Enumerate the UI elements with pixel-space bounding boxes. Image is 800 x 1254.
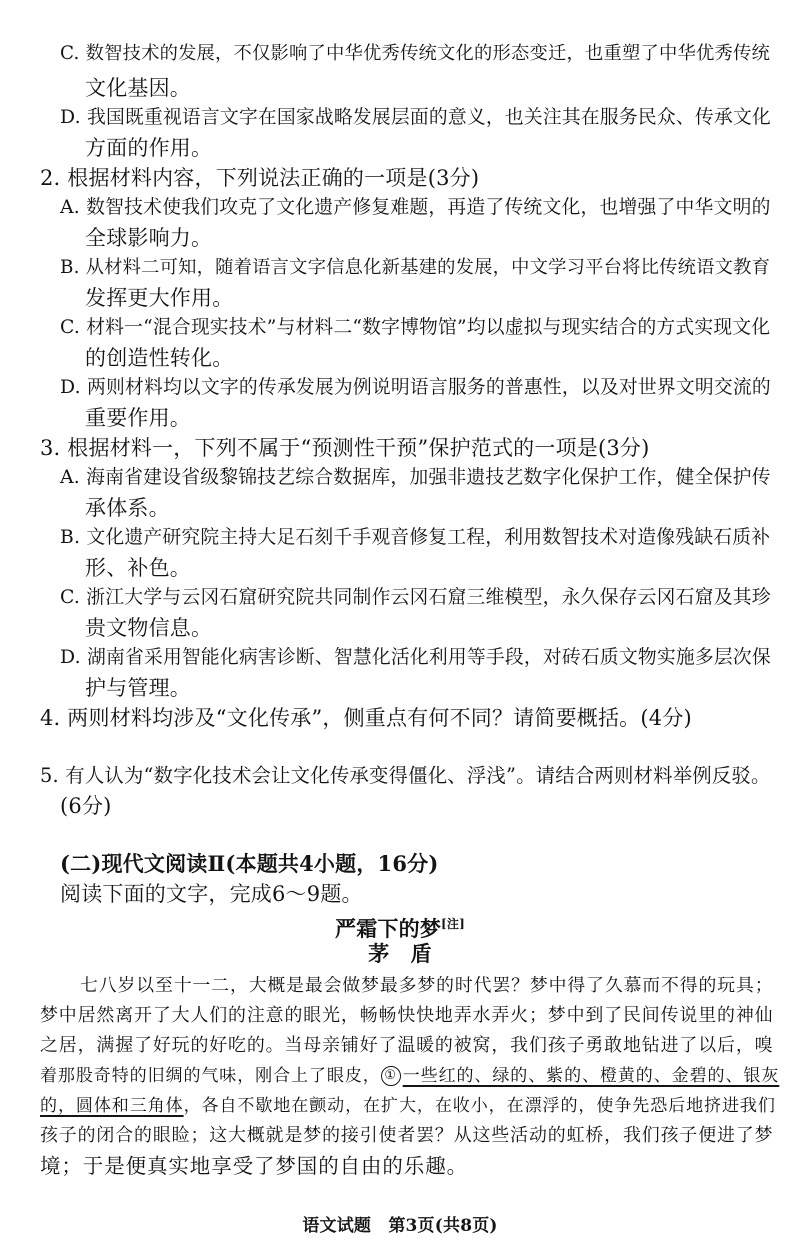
q3-option-c-line1: C. 浙江大学与云冈石窟研究院共同制作云冈石窟三维模型，永久保存云冈石窟及其珍 <box>60 587 771 608</box>
q2-option-a-line2: 全球影响力。 <box>85 226 213 250</box>
q5-stem-line1: 5. 有人认为“数字化技术会让文化传承变得僵化、浮浅”。请结合两则材料举例反驳。 <box>40 764 771 787</box>
passage-line-5 <box>40 1092 776 1120</box>
q3-option-d-line2: 护与管理。 <box>85 676 191 700</box>
q3-option-a-line1: A. 海南省建设省级黎锦技艺综合数据库，加强非遗技艺数字化保护工作，健全保护传 <box>60 467 771 488</box>
q3-option-c-line2: 贵文物信息。 <box>85 616 213 640</box>
q2-option-c-line2: 的创造性转化。 <box>85 346 234 370</box>
passage-line-5-text: ，各自不歇地在颤动，在扩大，在收小，在漂浮的，使争先恐后地挤进我们 <box>183 1096 776 1116</box>
passage-line-1: 七八岁以至十一二，大概是最会做梦最多梦的时代罢？梦中得了久慕而不得的玩具； <box>80 975 774 996</box>
q2-option-d-line2: 重要作用。 <box>85 406 191 430</box>
q3-option-d-line1: D. 湖南省采用智能化病害诊断、智慧化活化利用等手段，对砖石质文物实施多层次保 <box>60 647 771 668</box>
passage-line-4-text: 着那股奇特的旧绸的气味，刚合上了眼皮， <box>40 1066 381 1086</box>
q1-option-d-line2: 方面的作用。 <box>85 136 213 160</box>
q1-option-c-line2: 文化基因。 <box>85 76 191 100</box>
circled-number-1: ① <box>381 1066 401 1086</box>
q3-option-a-line2: 承体系。 <box>85 496 170 520</box>
q2-option-c-line1: C. 材料一“混合现实技术”与材料二“数字博物馆”均以虚拟与现实结合的方式实现文化 <box>60 317 771 338</box>
q2-option-a-line1: A. 数智技术使我们攻克了文化遗产修复难题，再造了传统文化，也增强了中华文明的 <box>60 197 771 218</box>
section-header: (二)现代文阅读Ⅱ(本题共4小题，16分) <box>60 851 439 876</box>
q1-option-d-line1: D. 我国既重视语言文字在国家战略发展层面的意义，也关注其在服务民众、传承文化 <box>60 107 771 128</box>
underlined-text-part2: 的，圆体和三角体 <box>40 1096 184 1116</box>
q2-option-b-line2: 发挥更大作用。 <box>85 286 234 310</box>
passage-line-2: 梦中居然离开了大人们的注意的眼光，畅畅快快地弄水弄火；梦中到了民间传说里的神仙 <box>40 1005 774 1026</box>
passage-line-4 <box>40 1062 779 1090</box>
underlined-text-part1: 一些红的、绿的、紫的、橙黄的、金碧的、银灰 <box>402 1066 780 1086</box>
footnote-marker: [注] <box>441 917 465 931</box>
passage-line-6: 孩子的闭合的眼睑；这大概就是梦的接引使者罢？从这些活动的虹桥，我们孩子便进了梦 <box>40 1125 774 1146</box>
q5-stem-line2: (6分) <box>60 794 112 818</box>
q3-option-b-line2: 形、补色。 <box>85 556 191 580</box>
section-instruction: 阅读下面的文字，完成6～9题。 <box>60 882 363 906</box>
q3-option-b-line1: B. 文化遗产研究院主持大足石刻千手观音修复工程，利用数智技术对造像残缺石质补 <box>60 527 771 548</box>
passage-author: 茅 盾 <box>368 941 432 966</box>
page-footer: 语文试题 第3页(共8页) <box>302 1216 498 1236</box>
passage-title <box>0 910 800 943</box>
q2-option-b-line1: B. 从材料二可知，随着语言文字信息化新基建的发展，中文学习平台将比传统语文教育 <box>60 257 771 278</box>
q3-stem: 3. 根据材料一，下列不属于“预测性干预”保护范式的一项是(3分) <box>40 436 650 460</box>
passage-line-3: 之居，满握了好玩的好吃的。当母亲铺好了温暖的被窝，我们孩子勇敢地钻进了以后，嗅 <box>40 1035 774 1056</box>
q2-option-d-line1: D. 两则材料均以文字的传承发展为例说明语言服务的普惠性，以及对世界文明交流的 <box>60 377 771 398</box>
q1-option-c-line1: C. 数智技术的发展，不仅影响了中华优秀传统文化的形态变迁，也重塑了中华优秀传统 <box>60 43 770 64</box>
underlined-sentence-1 <box>381 1066 780 1086</box>
q2-stem: 2. 根据材料内容，下列说法正确的一项是(3分) <box>40 166 480 190</box>
q4-stem: 4. 两则材料均涉及“文化传承”，侧重点有何不同？请简要概括。(4分) <box>40 706 692 730</box>
passage-line-7: 境；于是便真实地享受了梦国的自由的乐趣。 <box>40 1154 468 1178</box>
passage-title-text: 严霜下的梦 <box>335 916 442 941</box>
